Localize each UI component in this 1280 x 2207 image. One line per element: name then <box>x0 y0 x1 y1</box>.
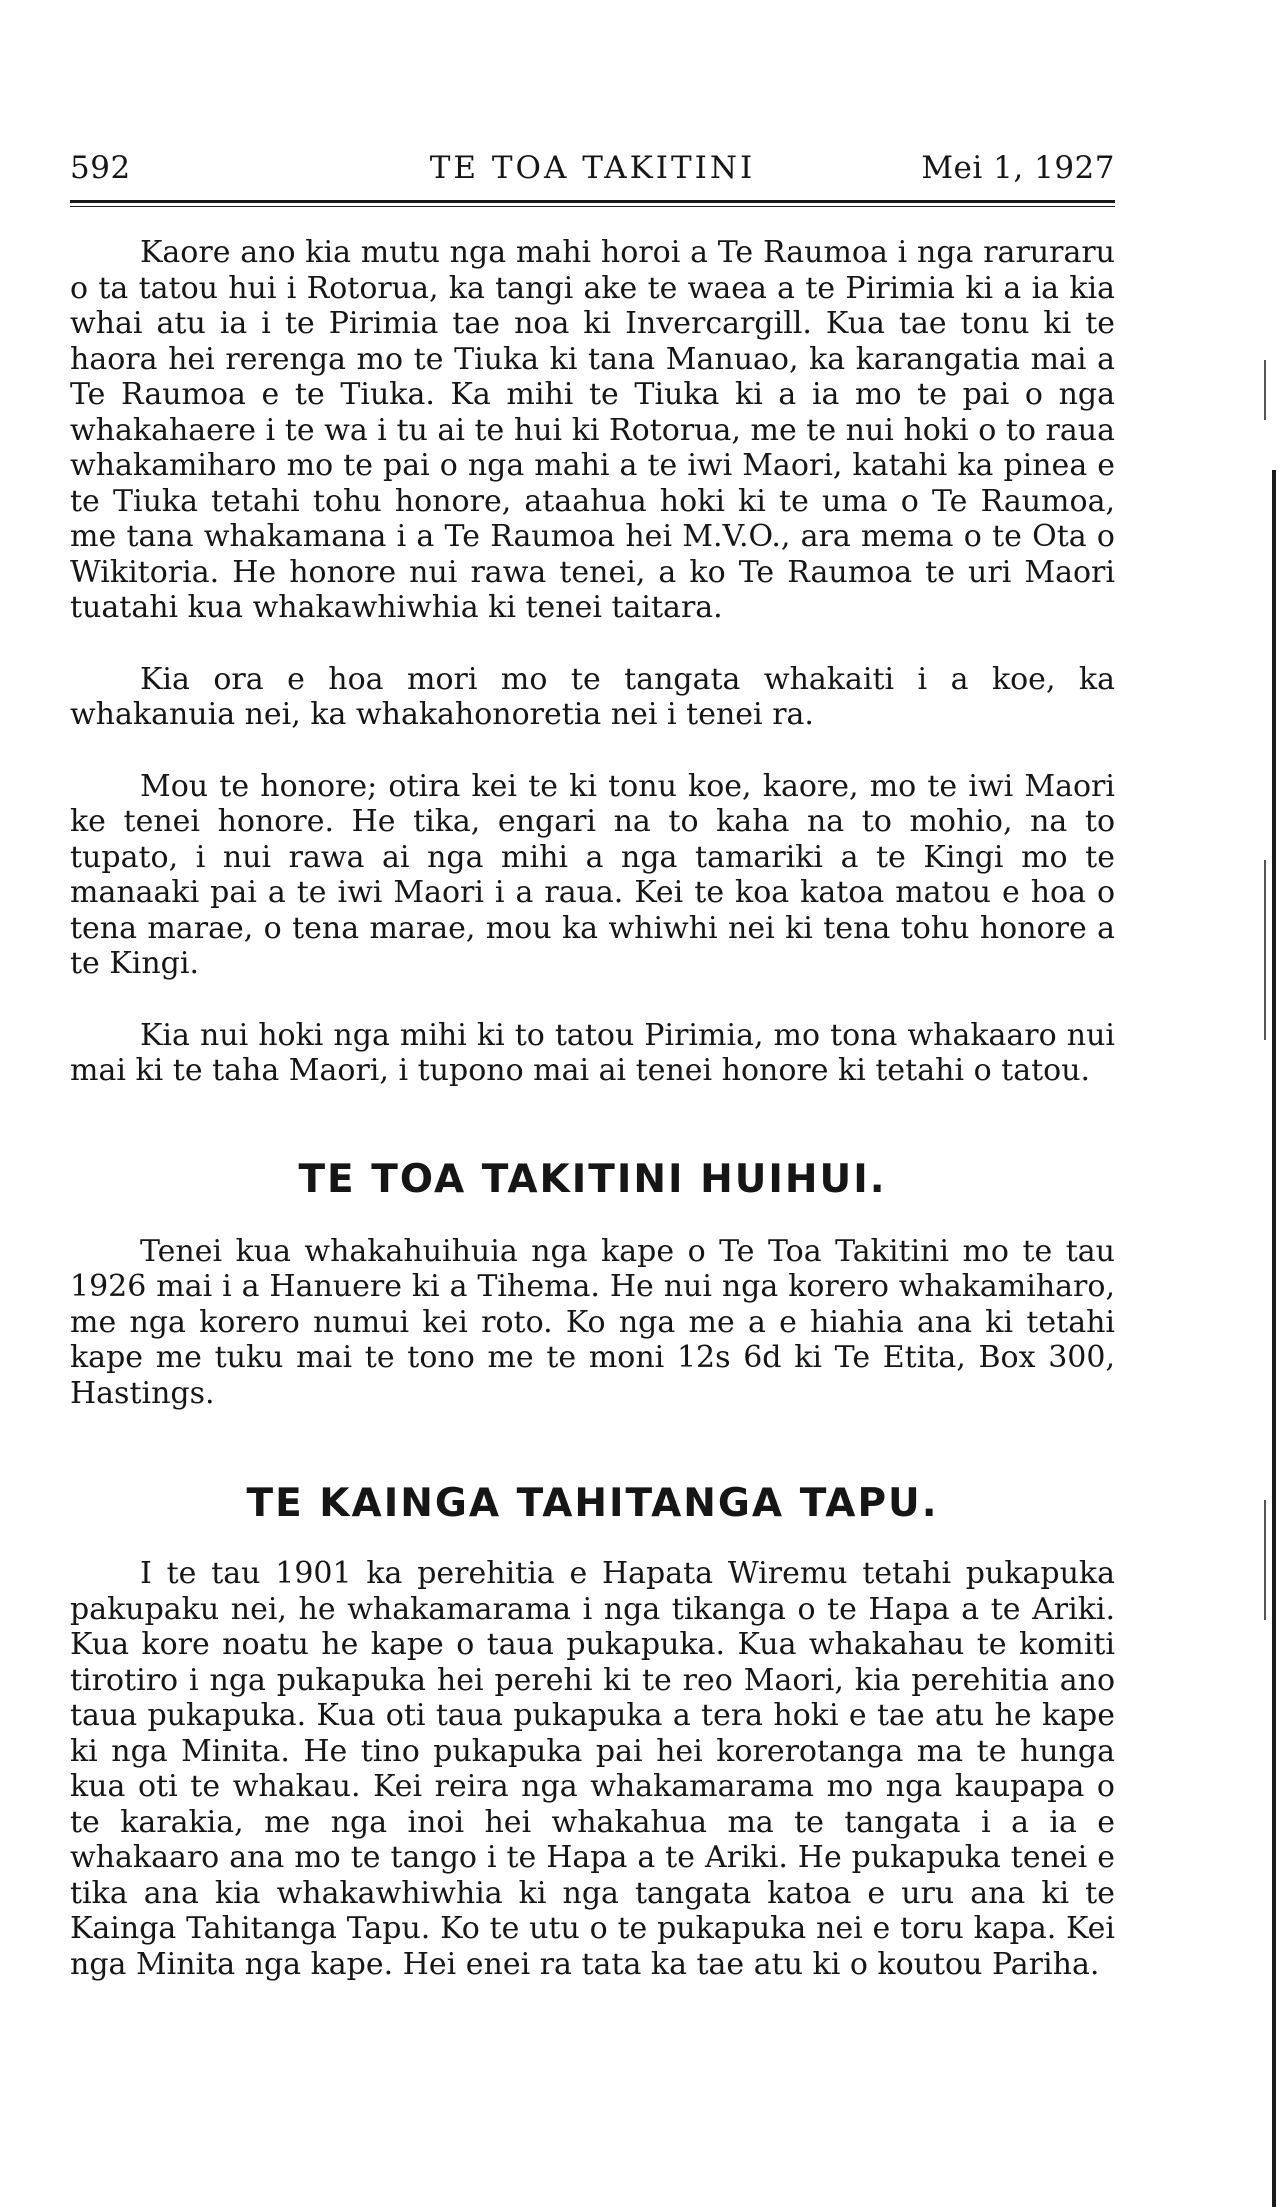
running-header <box>70 150 1115 190</box>
page-edge-shadow <box>1272 470 1276 2207</box>
section-heading-huihui: TE TOA TAKITINI HUIHUI. <box>298 1156 887 1202</box>
issue-date: Mei 1, 1927 <box>921 150 1115 186</box>
section-heading-kainga-tahitanga-tapu: TE KAINGA TAHITANGA TAPU. <box>246 1481 939 1526</box>
page-edge-speck <box>1264 860 1266 1040</box>
body-paragraph-4: Kia nui hoki nga mihi ki to tatou Pirimia, mo tona whakaaro nui mai ki te taha Maori, i tupono mai ai tenei honore ki tetahi o tatou. <box>70 1017 1115 1088</box>
publication-title: TE TOA TAKITINI <box>429 150 756 186</box>
body-paragraph-2: Kia ora e hoa mori mo te tangata whakaiti i a koe, ka whakanuia nei, ka whakahonoretia nei i tenei ra. <box>70 661 1115 732</box>
document-page <box>70 150 1115 1982</box>
page-number: 592 <box>70 150 131 186</box>
body-paragraph-3: Mou te honore; otira kei te ki tonu koe, kaore, mo te iwi Maori ke tenei honore. He tika, engari na to kaha na to mohio, na to tupato, i nui rawa ai nga mihi a nga tamariki a te Kingi mo te manaaki pai a te iwi Maori i a raua. Kei te koa katoa matou e hoa o tena marae, o tena marae, mou ka whiwhi nei ki tena tohu honore a te Kingi. <box>70 768 1115 981</box>
body-paragraph-1: Kaore ano kia mutu nga mahi horoi a Te Raumoa i nga raruraru o ta tatou hui i Rotorua, ka tangi ake te waea a te Pirimia ki a ia kia whai atu ia i te Pirimia tae noa ki Invercargill. Kua tae tonu ki te haora hei rerenga mo te Tiuka ki tana Manuao, ka karangatia mai a Te Raumoa e te Tiuka. Ka mihi te Tiuka ki a ia mo te pai o nga whakahaere i te wa i tu ai te hui ki Rotorua, me te nui hoki o to raua whakamiharo mo te pai o nga mahi a te iwi Maori, katahi ka pinea e te Tiuka tetahi tohu honore, ataahua hoki ki te uma o Te Raumoa, me tana whakamana i a Te Raumoa hei M.V.O., ara mema o te Ota o Wikitoria. He honore nui rawa tenei, a ko Te Raumoa te uri Maori tuatahi kua whakawhiwhia ki tenei taitara. <box>70 235 1115 625</box>
page-edge-speck <box>1264 1500 1266 1620</box>
section-paragraph-kainga-tahitanga-tapu: I te tau 1901 ka perehitia e Hapata Wiremu tetahi pukapuka pakupaku nei, he whakamarama i nga tikanga o te Hapa a te Ariki. Kua kore noatu he kape o taua pukapuka. Kua whakahau te komiti tirotiro i nga pukapuka hei perehi ki te reo Maori, kia perehitia ano taua pukapuka. Kua oti taua pukapuka a tera hoki e tae atu he kape ki nga Minita. He tino pukapuka pai hei korerotanga ma te hunga kua oti te whakau. Kei reira nga whakamarama mo nga kaupapa o te karakia, me nga inoi hei whakahua ma te tangata i a ia e whakaaro ana mo te tango i te Hapa a te Ariki. He pukapuka tenei e tika ana kia whakawhiwhia ki nga tangata katoa e uru ana ki te Kainga Tahitanga Tapu. Ko te utu o te pukapuka nei e toru kapa. Kei nga Minita nga kape. Hei enei ra tata ka tae atu ki o koutou Pariha. <box>70 1556 1115 1982</box>
page-edge-speck <box>1264 360 1266 420</box>
header-rule <box>70 200 1115 207</box>
section-paragraph-huihui: Tenei kua whakahuihuia nga kape o Te Toa Takitini mo te tau 1926 mai i a Hanuere ki a Tihema. He nui nga korero whakamiharo, me nga korero numui kei roto. Ko nga me a e hiahia ana ki tetahi kape me tuku mai te tono me te moni 12s 6d ki Te Etita, Box 300, Hastings. <box>70 1233 1115 1411</box>
